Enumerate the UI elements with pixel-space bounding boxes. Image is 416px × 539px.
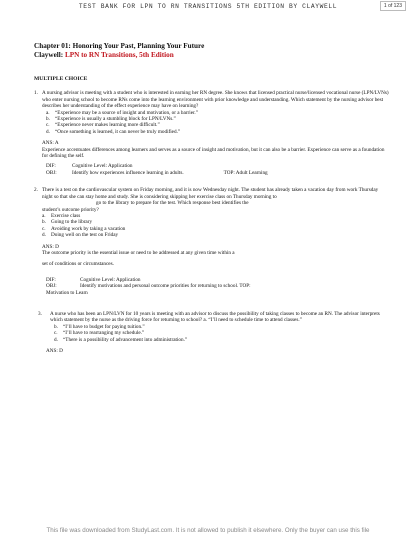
answer-option [46,129,390,135]
option-text: Going to the library [51,219,93,226]
rationale-text: Experience accentuates differences among learners and serves as a source of insight and motivation, but it can also be a barrier. Experience can serve as a foundation for defining the self. [42,146,385,160]
obj-label: OBJ: [46,283,57,290]
option-letter: a. [42,212,46,219]
question-text-continued-2: student’s outcome priority? [42,206,99,213]
option-text: “There is a possibility of advancement into administration.” [63,336,188,343]
question-metadata [46,277,390,296]
book-author: Claywell: [34,50,64,59]
option-letter: c. [42,225,46,232]
option-text: Exercise class [51,212,81,219]
option-letter: c. [46,122,50,129]
option-text: “Once something is learned, it can never be truly modified.” [55,128,181,135]
question-stem [34,90,390,109]
option-letter: b. [46,116,50,123]
answer-options [46,110,390,136]
question-stem [34,187,390,200]
option-text: “Experience never makes learning more difficult.” [55,122,160,129]
chapter-title: Chapter 01: Honoring Your Past, Planning Your Future [34,42,205,50]
question-text: There is a test on the cardiovascular system on Friday morning, and it is now Wednesday night. The student has already taken a vacation day from work Thursday night so that she can stay home and study. She is considering skipping her exercise class on Thursday morning to [42,187,379,200]
option-letter: d. [54,336,58,343]
answer-option [42,232,390,238]
question-2 [34,187,390,296]
obj-label: OBJ: [46,169,57,176]
obj-value: Identify how experiences influence learning in adults. [72,169,184,176]
question-number: 3. [38,310,42,317]
question-text: A nurse who has been an LPN/LVN for 10 years is meeting with an advisor to discuss the possibility of taking classes to become an RN. The advisor interprets which statement by the nurse as the driving force for returning to school? a. “I’ll need to schedule time to attend classes.” [50,310,380,324]
dif-label: DIF: [46,163,56,170]
section-heading: MULTIPLE CHOICE [34,76,88,82]
option-letter: a. [46,109,50,116]
answer-key: ANS: D [42,243,59,250]
question-text: A nursing advisor is meeting with a student who is interested in earning her RN degree. She knows that licensed practical nurse/licensed vocational nurse (LPN/LVNs) who enter nursing school to become RNs come into the learning environment with prior knowledge and understanding. Which statement by the nursing advisor best describes her understanding of the effect experience may have on learning? [42,90,389,110]
dif-value: Cognitive Level: Application [80,276,141,283]
obj-value: Identify motivations and personal outcome priorities for returning to school. TOP: [80,283,251,290]
question-text-continued: go to the library to prepare for the test. Which response best identifies the [96,200,249,207]
topic-value: TOP: Adult Learning [223,169,268,176]
topic-value: Motivation to Learn [46,289,88,296]
option-letter: d. [42,232,46,239]
question-metadata [46,163,390,176]
dif-label: DIF: [46,276,56,283]
option-letter: d. [46,128,50,135]
rationale-text: The outcome priority is the essential issue or need to be addressed at any given time within a [42,249,235,256]
dif-value: Cognitive Level: Application [72,163,133,170]
question-number: 2. [34,187,38,194]
answer-key: ANS: D [46,348,63,354]
answer-option [54,337,390,343]
answer-options [54,324,390,343]
answer-key: ANS: A [42,140,59,147]
question-number: 1. [34,90,38,97]
option-text: “Experience is usually a stumbling block for LPN/LVNs.” [55,116,176,123]
rationale-text-continued: set of conditions or circumstances. [42,261,114,268]
option-text: “Experience may be a source of insight and motivation, or a barrier.” [55,109,199,116]
question-stem [34,311,390,324]
option-letter: b. [54,323,58,330]
document-header-banner: TEST BANK FOR LPN TO RN TRANSITIONS 5TH EDITION BY CLAYWELL [78,3,338,10]
option-text: “I’ll have to budget for paying tuition.” [63,323,145,330]
option-text: “I’ll have to rearranging my schedule.” [63,330,145,337]
download-footer-notice: This file was downloaded from StudyLast.com. It is not allowed to publish it elsewhere. Only the buyer can use this file [46,527,370,534]
answer-options [42,213,390,239]
document-body [34,42,390,360]
option-text: Doing well on the test on Friday [51,232,119,239]
option-letter: b. [42,219,46,226]
question-1 [34,90,390,176]
option-letter: c. [54,330,58,337]
book-title: LPN to RN Transitions, 5th Edition [64,50,174,59]
option-text: Avoiding work by taking a vacation [51,225,126,232]
question-3 [34,311,390,354]
book-line [34,51,390,60]
page-count-indicator: 1 of 123 [380,1,406,11]
